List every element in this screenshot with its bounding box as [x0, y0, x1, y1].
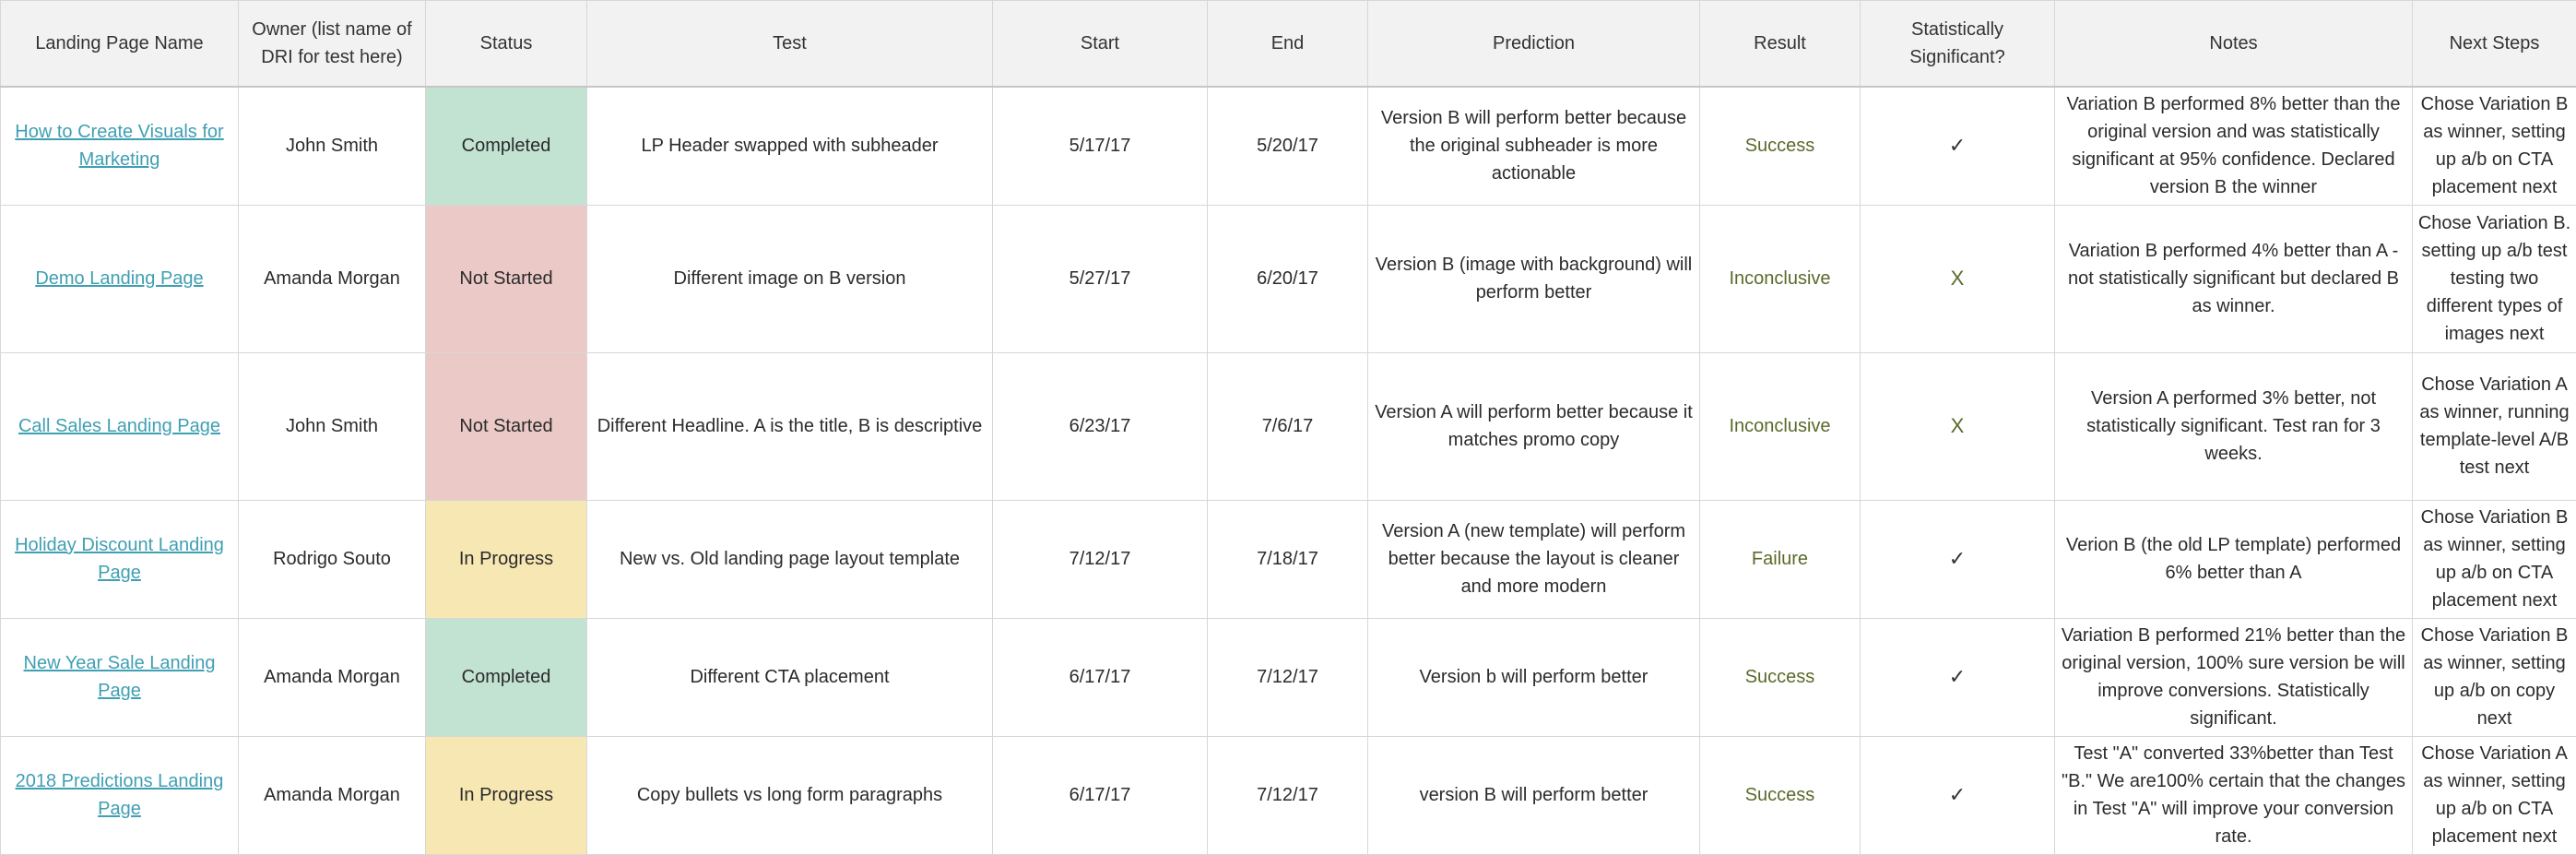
status-cell[interactable]: In Progress	[426, 500, 587, 618]
end-date-cell[interactable]: 7/6/17	[1208, 352, 1368, 500]
start-date-cell[interactable]: 5/17/17	[993, 87, 1208, 205]
status-cell[interactable]: Completed	[426, 87, 587, 205]
test-cell[interactable]: Different Headline. A is the title, B is descriptive	[587, 352, 993, 500]
notes-cell[interactable]: Variation B performed 21% better than the original version, 100% sure version be will improve conversions. Statistically significant.	[2055, 618, 2413, 736]
table-row	[1, 500, 2576, 618]
header-significant[interactable]: Statistically Significant?	[1861, 1, 2055, 88]
header-row	[1, 1, 2576, 88]
end-date-cell[interactable]: 7/12/17	[1208, 736, 1368, 854]
table-row	[1, 205, 2576, 352]
landing-page-link[interactable]: New Year Sale Landing Page	[24, 653, 216, 701]
test-cell[interactable]: Different image on B version	[587, 205, 993, 352]
landing-page-cell[interactable]	[1, 352, 239, 500]
test-cell[interactable]: New vs. Old landing page layout template	[587, 500, 993, 618]
significant-cell[interactable]: X	[1861, 205, 2055, 352]
owner-cell[interactable]: Amanda Morgan	[239, 618, 426, 736]
header-test[interactable]: Test	[587, 1, 993, 88]
landing-page-link[interactable]: Call Sales Landing Page	[18, 416, 220, 436]
status-cell[interactable]: Not Started	[426, 352, 587, 500]
status-cell[interactable]: In Progress	[426, 736, 587, 854]
end-date-cell[interactable]: 5/20/17	[1208, 87, 1368, 205]
prediction-cell[interactable]: Version A (new template) will perform better because the layout is cleaner and more modern	[1368, 500, 1700, 618]
header-landing-page-name[interactable]: Landing Page Name	[1, 1, 239, 88]
end-date-cell[interactable]: 7/18/17	[1208, 500, 1368, 618]
table-row	[1, 352, 2576, 500]
status-cell[interactable]: Completed	[426, 618, 587, 736]
owner-cell[interactable]: John Smith	[239, 87, 426, 205]
significant-cell[interactable]: ✓	[1861, 736, 2055, 854]
next-steps-cell[interactable]: Chose Variation B as winner, setting up a/b on CTA placement next	[2413, 87, 2576, 205]
notes-cell[interactable]: Verion B (the old LP template) performed 6% better than A	[2055, 500, 2413, 618]
significant-cell[interactable]: X	[1861, 352, 2055, 500]
next-steps-cell[interactable]: Chose Variation B as winner, setting up a/b on CTA placement next	[2413, 500, 2576, 618]
prediction-cell[interactable]: Version B (image with background) will perform better	[1368, 205, 1700, 352]
landing-page-cell[interactable]	[1, 736, 239, 854]
result-cell[interactable]: Inconclusive	[1700, 352, 1861, 500]
result-cell[interactable]: Success	[1700, 87, 1861, 205]
owner-cell[interactable]: Amanda Morgan	[239, 736, 426, 854]
header-result[interactable]: Result	[1700, 1, 1861, 88]
header-status[interactable]: Status	[426, 1, 587, 88]
landing-page-cell[interactable]	[1, 87, 239, 205]
header-end[interactable]: End	[1208, 1, 1368, 88]
significant-cell[interactable]: ✓	[1861, 500, 2055, 618]
landing-page-link[interactable]: 2018 Predictions Landing Page	[16, 771, 224, 819]
test-cell[interactable]: Different CTA placement	[587, 618, 993, 736]
end-date-cell[interactable]: 6/20/17	[1208, 205, 1368, 352]
prediction-cell[interactable]: Version A will perform better because it matches promo copy	[1368, 352, 1700, 500]
notes-cell[interactable]: Variation B performed 4% better than A - not statistically significant but declared B as winner.	[2055, 205, 2413, 352]
start-date-cell[interactable]: 6/23/17	[993, 352, 1208, 500]
table-row	[1, 87, 2576, 205]
landing-page-link[interactable]: How to Create Visuals for Marketing	[15, 122, 223, 170]
end-date-cell[interactable]: 7/12/17	[1208, 618, 1368, 736]
prediction-cell[interactable]: Version b will perform better	[1368, 618, 1700, 736]
prediction-cell[interactable]: version B will perform better	[1368, 736, 1700, 854]
landing-page-cell[interactable]	[1, 205, 239, 352]
owner-cell[interactable]: Amanda Morgan	[239, 205, 426, 352]
notes-cell[interactable]: Version A performed 3% better, not statistically significant. Test ran for 3 weeks.	[2055, 352, 2413, 500]
status-cell[interactable]: Not Started	[426, 205, 587, 352]
start-date-cell[interactable]: 5/27/17	[993, 205, 1208, 352]
owner-cell[interactable]: Rodrigo Souto	[239, 500, 426, 618]
notes-cell[interactable]: Variation B performed 8% better than the original version and was statistically significant at 95% confidence. Declared version B the winner	[2055, 87, 2413, 205]
table-row	[1, 736, 2576, 854]
test-cell[interactable]: Copy bullets vs long form paragraphs	[587, 736, 993, 854]
next-steps-cell[interactable]: Chose Variation A as winner, running template-level A/B test next	[2413, 352, 2576, 500]
next-steps-cell[interactable]: Chose Variation B as winner, setting up a/b on copy next	[2413, 618, 2576, 736]
significant-cell[interactable]: ✓	[1861, 87, 2055, 205]
result-cell[interactable]: Inconclusive	[1700, 205, 1861, 352]
table-row	[1, 618, 2576, 736]
start-date-cell[interactable]: 7/12/17	[993, 500, 1208, 618]
header-owner[interactable]: Owner (list name of DRI for test here)	[239, 1, 426, 88]
owner-cell[interactable]: John Smith	[239, 352, 426, 500]
start-date-cell[interactable]: 6/17/17	[993, 618, 1208, 736]
header-prediction[interactable]: Prediction	[1368, 1, 1700, 88]
result-cell[interactable]: Success	[1700, 736, 1861, 854]
header-next-steps[interactable]: Next Steps	[2413, 1, 2576, 88]
prediction-cell[interactable]: Version B will perform better because the original subheader is more actionable	[1368, 87, 1700, 205]
test-cell[interactable]: LP Header swapped with subheader	[587, 87, 993, 205]
result-cell[interactable]: Failure	[1700, 500, 1861, 618]
start-date-cell[interactable]: 6/17/17	[993, 736, 1208, 854]
landing-page-link[interactable]: Holiday Discount Landing Page	[15, 535, 224, 583]
header-notes[interactable]: Notes	[2055, 1, 2413, 88]
notes-cell[interactable]: Test "A" converted 33%better than Test "B." We are100% certain that the changes in Test "A" will improve your conversion rate.	[2055, 736, 2413, 854]
header-start[interactable]: Start	[993, 1, 1208, 88]
landing-page-link[interactable]: Demo Landing Page	[35, 268, 203, 289]
landing-page-cell[interactable]	[1, 618, 239, 736]
landing-page-cell[interactable]	[1, 500, 239, 618]
next-steps-cell[interactable]: Chose Variation A as winner, setting up a/b on CTA placement next	[2413, 736, 2576, 854]
significant-cell[interactable]: ✓	[1861, 618, 2055, 736]
next-steps-cell[interactable]: Chose Variation B. setting up a/b test testing two different types of images next	[2413, 205, 2576, 352]
result-cell[interactable]: Success	[1700, 618, 1861, 736]
